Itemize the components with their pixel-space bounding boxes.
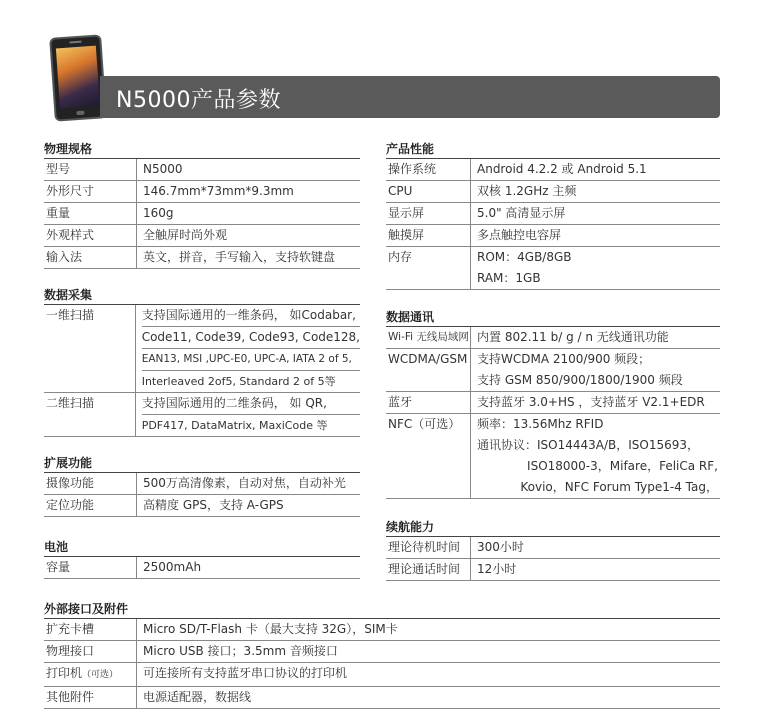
spec-key: 理论待机时间 [386, 537, 471, 559]
table-row [44, 305, 360, 393]
spec-value: 12小时 [471, 559, 721, 581]
table-row [386, 159, 720, 181]
spec-value [471, 247, 721, 290]
spec-key [44, 663, 137, 687]
spec-key: 扩充卡槽 [44, 619, 137, 641]
spec-line: 支持国际通用的二维条码， 如 QR, [142, 393, 360, 415]
table-row [44, 687, 720, 709]
spec-table [386, 537, 720, 581]
table-row [386, 559, 720, 581]
spec-line: Interleaved 2of5, Standard 2 of 5等 [141, 375, 336, 388]
table-row [44, 557, 360, 579]
spec-line: Kovio，NFC Forum Type1-4 Tag， [520, 480, 718, 494]
spec-key: 理论通话时间 [386, 559, 471, 581]
spec-value: N5000 [137, 159, 361, 181]
spec-key: 外观样式 [44, 225, 137, 247]
spec-key: 摄像功能 [44, 473, 137, 495]
table-row [386, 392, 720, 414]
spec-value: 支持蓝牙 3.0+HS ，支持蓝牙 V2.1+EDR [471, 392, 721, 414]
spec-key: 物理接口 [44, 641, 137, 663]
spec-value [471, 414, 721, 499]
optional-note: （可选） [82, 670, 119, 680]
section-endurance [386, 518, 720, 581]
table-row [44, 225, 360, 247]
spec-key: 外形尺寸 [44, 181, 137, 203]
section-title: 物理规格 [44, 140, 360, 159]
spec-table [44, 305, 360, 437]
spec-line: RAM：1GB [477, 271, 541, 285]
spec-table [44, 473, 360, 517]
section-capture [44, 286, 360, 437]
table-row [44, 641, 720, 663]
table-row [44, 495, 360, 517]
section-title: 外部接口及附件 [44, 600, 720, 619]
spec-value [135, 393, 360, 437]
spec-line: 支持国际通用的一维条码， 如Codabar, [142, 305, 360, 327]
section-performance [386, 140, 720, 290]
spec-line: ROM：4GB/8GB [477, 250, 572, 264]
spec-key: NFC（可选） [386, 414, 471, 499]
spec-line: 支持 GSM 850/900/1800/1900 频段 [477, 373, 683, 387]
table-row [44, 393, 360, 437]
page-title: N5000产品参数 [116, 88, 281, 113]
table-row [44, 159, 360, 181]
spec-value: 高精度 GPS，支持 A-GPS [137, 495, 361, 517]
spec-value: 160g [137, 203, 361, 225]
table-row [386, 537, 720, 559]
spec-value: 300小时 [471, 537, 721, 559]
section-title: 数据通讯 [386, 308, 720, 327]
spec-value: 全触屏时尚外观 [137, 225, 361, 247]
table-row [44, 619, 720, 641]
spec-key: 型号 [44, 159, 137, 181]
spec-key: WCDMA/GSM [386, 349, 471, 392]
spec-table [386, 327, 720, 499]
spec-value: Micro USB 接口；3.5mm 音频接口 [137, 641, 721, 663]
table-row [44, 247, 360, 269]
spec-key: 重量 [44, 203, 137, 225]
section-extension [44, 454, 360, 517]
section-ports [44, 600, 720, 709]
spec-value: 5.0" 高清显示屏 [471, 203, 721, 225]
spec-key-label: 打印机 [46, 666, 83, 680]
spec-value: 500万高清像素，自动对焦，自动补光 [137, 473, 361, 495]
table-row [386, 225, 720, 247]
section-title: 续航能力 [386, 518, 720, 537]
section-communication [386, 308, 720, 499]
table-row [386, 327, 720, 349]
table-row [386, 181, 720, 203]
table-row [44, 181, 360, 203]
section-title: 产品性能 [386, 140, 720, 159]
phone-screen [56, 46, 100, 109]
spec-key: 定位功能 [44, 495, 137, 517]
table-row [386, 247, 720, 290]
spec-key: 二维扫描 [44, 393, 135, 437]
section-title: 电池 [44, 538, 360, 557]
spec-line: ISO18000-3，Mifare，FeliCa RF, [527, 459, 718, 473]
table-row [44, 473, 360, 495]
spec-key: 操作系统 [386, 159, 471, 181]
spec-line: 频率：13.56Mhz RFID [477, 417, 604, 431]
phone-speaker [69, 41, 81, 44]
spec-key: 内存 [386, 247, 471, 290]
spec-key: 容量 [44, 557, 137, 579]
spec-value [135, 305, 360, 393]
section-title: 扩展功能 [44, 454, 360, 473]
table-row [386, 203, 720, 225]
section-title: 数据采集 [44, 286, 360, 305]
section-battery [44, 538, 360, 579]
spec-line: Code11, Code39, Code93, Code128, [142, 327, 360, 349]
spec-key: 其他附件 [44, 687, 137, 709]
phone-image [49, 34, 107, 121]
phone-home-button [76, 111, 84, 116]
spec-value: 英文，拼音，手写输入，支持软键盘 [137, 247, 361, 269]
spec-value: 多点触控电容屏 [471, 225, 721, 247]
spec-value: 可连接所有支持蓝牙串口协议的打印机 [137, 663, 721, 687]
spec-value: Android 4.2.2 或 Android 5.1 [471, 159, 721, 181]
spec-table [44, 619, 720, 709]
spec-value: 电源适配器，数据线 [137, 687, 721, 709]
section-physical [44, 140, 360, 269]
spec-table [44, 557, 360, 579]
spec-table [44, 159, 360, 269]
spec-value: 内置 802.11 b/ g / n 无线通讯功能 [471, 327, 721, 349]
table-row [44, 663, 720, 687]
spec-line: 通讯协议：ISO14443A/B，ISO15693， [477, 438, 700, 452]
spec-key: 蓝牙 [386, 392, 471, 414]
title-banner [100, 76, 720, 118]
table-row [44, 203, 360, 225]
table-row [386, 414, 720, 499]
spec-value: Micro SD/T-Flash 卡（最大支持 32G），SIM卡 [137, 619, 721, 641]
table-row [386, 349, 720, 392]
spec-key: Wi-Fi 无线局域网 [386, 327, 471, 349]
spec-value [471, 349, 721, 392]
spec-key: 触摸屏 [386, 225, 471, 247]
spec-value: 双核 1.2GHz 主频 [471, 181, 721, 203]
spec-key: 输入法 [44, 247, 137, 269]
spec-value: 2500mAh [137, 557, 361, 579]
spec-line: 支持WCDMA 2100/900 频段； [477, 352, 651, 366]
spec-table [386, 159, 720, 290]
spec-key: CPU [386, 181, 471, 203]
spec-key: 显示屏 [386, 203, 471, 225]
spec-line: PDF417, DataMatrix, MaxiCode 等 [141, 419, 328, 432]
spec-value: 146.7mm*73mm*9.3mm [137, 181, 361, 203]
spec-key: 一维扫描 [44, 305, 135, 393]
spec-line: EAN13, MSI ,UPC-E0, UPC-A, IATA 2 of 5, [142, 349, 360, 371]
